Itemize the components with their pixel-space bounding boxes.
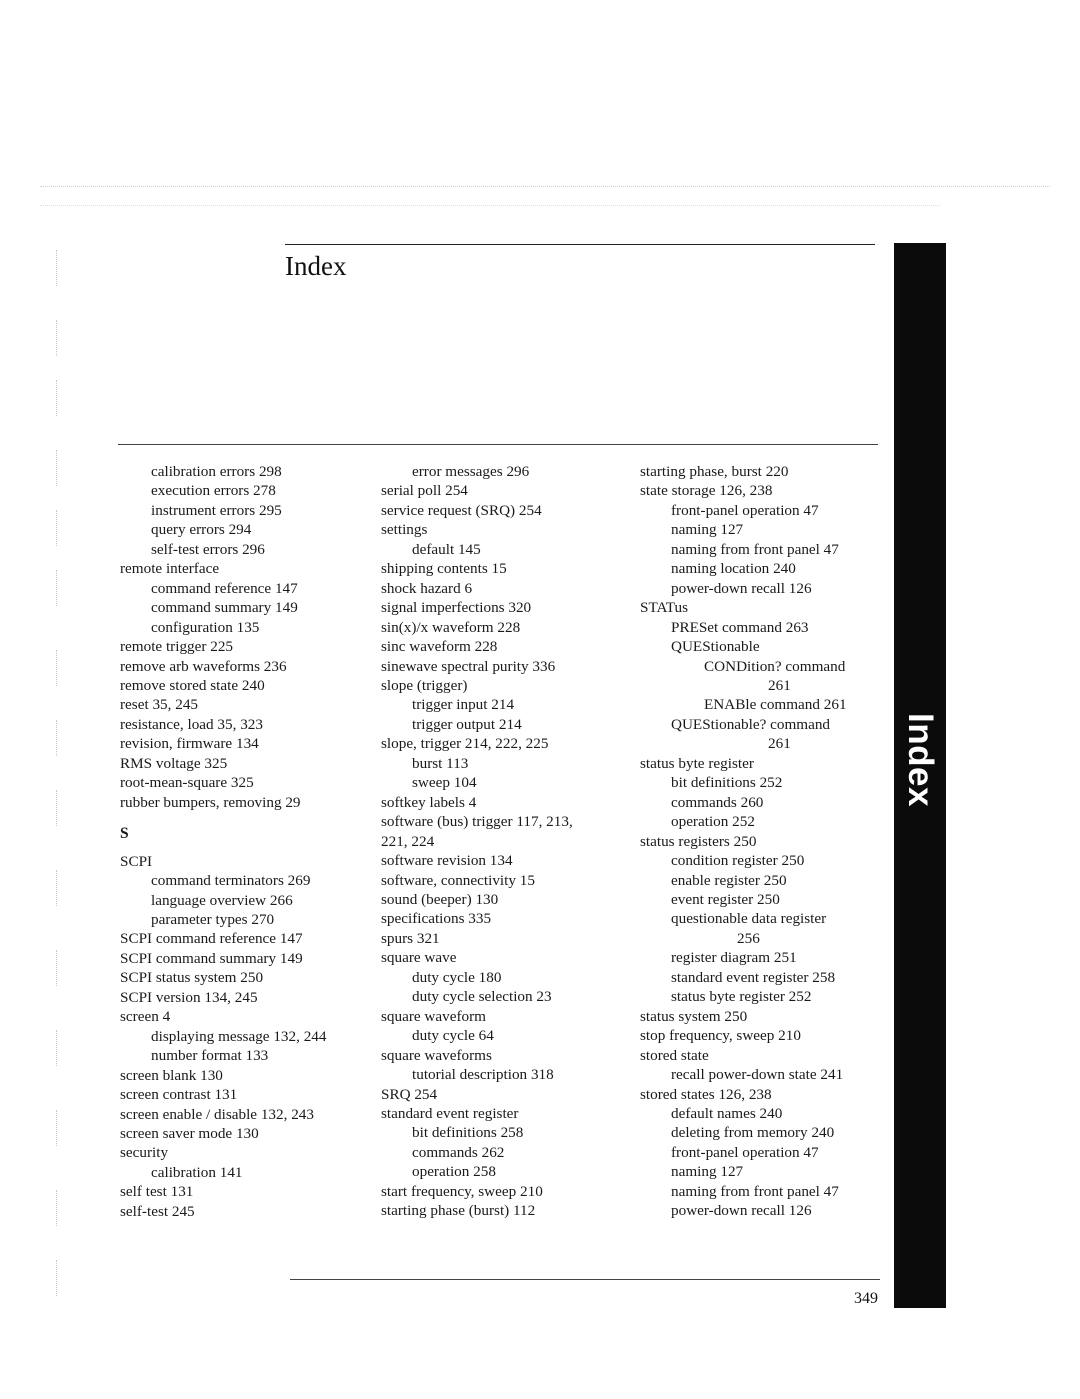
- index-entry: square waveforms: [381, 1046, 492, 1064]
- index-subentry: recall power-down state 241: [671, 1066, 844, 1084]
- index-subentry: parameter types 270: [151, 910, 275, 928]
- index-entry: starting phase (burst) 112: [381, 1202, 536, 1220]
- section-rule: [118, 444, 878, 445]
- index-subentry: query errors 294: [151, 521, 252, 539]
- index-subentry: calibration 141: [151, 1163, 243, 1181]
- index-entry: SCPI status system 250: [120, 969, 264, 987]
- index-subentry: trigger output 214: [412, 715, 522, 733]
- index-subentry: questionable data register: [671, 910, 827, 928]
- scan-artifact-line: [40, 205, 940, 207]
- index-subentry: commands 260: [671, 793, 764, 811]
- index-entry: software (bus) trigger 117, 213,: [381, 813, 573, 831]
- index-subentry: language overview 266: [151, 891, 293, 909]
- scan-artifact-line: [40, 186, 1050, 188]
- index-entry: settings: [381, 521, 428, 539]
- index-entry: remove arb waveforms 236: [120, 657, 287, 675]
- index-subentry: operation 258: [412, 1163, 496, 1181]
- index-entry: security: [120, 1144, 169, 1162]
- index-subentry: power-down recall 126: [671, 579, 812, 597]
- index-subentry: event register 250: [671, 890, 780, 908]
- index-entry: SCPI command summary 149: [120, 949, 303, 967]
- index-entry: slope, trigger 214, 222, 225: [381, 735, 549, 753]
- index-subentry: error messages 296: [412, 463, 530, 480]
- index-subentry: duty cycle 64: [412, 1027, 494, 1045]
- index-subentry: CONDition? command: [704, 657, 846, 675]
- index-entry: softkey labels 4: [381, 793, 477, 811]
- index-subentry: status byte register 252: [671, 988, 812, 1006]
- index-entry: self-test 245: [120, 1202, 195, 1220]
- index-subentry: duty cycle selection 23: [412, 988, 552, 1006]
- index-entry: SCPI command reference 147: [120, 930, 303, 948]
- index-entry: self test 131: [120, 1183, 194, 1201]
- index-entry: SCPI: [120, 852, 153, 870]
- index-subentry: instrument errors 295: [151, 501, 282, 519]
- index-entry: slope (trigger): [381, 676, 468, 694]
- index-entry: STATus: [640, 599, 689, 617]
- index-entry: root-mean-square 325: [120, 774, 254, 792]
- index-entry: shipping contents 15: [381, 560, 507, 578]
- index-entry: shock hazard 6: [381, 579, 473, 597]
- binding-hole-marks: [38, 250, 62, 1330]
- index-subentry: condition register 250: [671, 852, 805, 870]
- index-entry: stop frequency, sweep 210: [640, 1027, 801, 1045]
- index-entry: software, connectivity 15: [381, 871, 535, 889]
- index-entry: remote trigger 225: [120, 638, 234, 656]
- index-entry-continuation: 261: [768, 676, 791, 694]
- index-subentry: tutorial description 318: [412, 1066, 554, 1084]
- index-entry: standard event register: [381, 1104, 519, 1122]
- index-column-3: [640, 462, 880, 1221]
- index-entry: screen enable / disable 132, 243: [120, 1105, 314, 1123]
- index-entry: 221, 224: [381, 832, 435, 850]
- index-subentry: command terminators 269: [151, 872, 311, 890]
- index-subentry: command reference 147: [151, 579, 298, 597]
- index-subentry: sweep 104: [412, 774, 477, 792]
- index-entry: status system 250: [640, 1007, 748, 1025]
- index-entry: start frequency, sweep 210: [381, 1182, 543, 1200]
- index-entry: revision, firmware 134: [120, 735, 259, 753]
- index-entry: service request (SRQ) 254: [381, 501, 542, 519]
- index-subentry: deleting from memory 240: [671, 1124, 835, 1142]
- index-entry: status byte register: [640, 754, 754, 772]
- index-column-2: [381, 462, 636, 1221]
- index-subentry: command summary 149: [151, 599, 298, 617]
- index-entry: sinewave spectral purity 336: [381, 657, 556, 675]
- index-entry: screen 4: [120, 1008, 171, 1026]
- thumb-index-label: Index: [901, 713, 940, 807]
- index-subentry: naming from front panel 47: [671, 540, 839, 558]
- index-subentry: trigger input 214: [412, 696, 515, 714]
- index-subentry: naming location 240: [671, 560, 796, 578]
- index-entry: SRQ 254: [381, 1085, 438, 1103]
- index-subentry: naming from front panel 47: [671, 1182, 839, 1200]
- index-entry: status registers 250: [640, 832, 757, 850]
- index-subentry: naming 127: [671, 1163, 744, 1181]
- index-subentry: ENABle command 261: [704, 696, 847, 714]
- index-subentry: number format 133: [151, 1047, 269, 1065]
- index-subentry: calibration errors 298: [151, 463, 282, 480]
- index-subentry: default 145: [412, 540, 481, 558]
- index-subentry: default names 240: [671, 1104, 783, 1122]
- index-subentry: power-down recall 126: [671, 1202, 812, 1220]
- index-entry: resistance, load 35, 323: [120, 715, 263, 733]
- index-entry: remove stored state 240: [120, 676, 265, 694]
- index-entry: sin(x)/x waveform 228: [381, 618, 521, 636]
- index-subentry: self-test errors 296: [151, 540, 265, 558]
- index-entry: rubber bumpers, removing 29: [120, 793, 301, 811]
- index-subentry: standard event register 258: [671, 968, 836, 986]
- index-subentry: commands 262: [412, 1143, 505, 1161]
- index-subentry: enable register 250: [671, 871, 787, 889]
- page-number: 349: [854, 1290, 878, 1307]
- index-entry: RMS voltage 325: [120, 754, 228, 772]
- index-entry: screen blank 130: [120, 1066, 223, 1084]
- index-entry: sinc waveform 228: [381, 638, 498, 656]
- index-subentry: naming 127: [671, 521, 744, 539]
- index-subentry: front-panel operation 47: [671, 1143, 819, 1161]
- title-rule: [285, 244, 875, 245]
- index-entry: square waveform: [381, 1007, 486, 1025]
- index-letter-heading: S: [120, 825, 129, 843]
- index-subentry: configuration 135: [151, 618, 260, 636]
- index-subentry: QUEStionable: [671, 638, 760, 656]
- index-entry: square wave: [381, 949, 457, 967]
- index-subentry: register diagram 251: [671, 949, 797, 967]
- index-entry: reset 35, 245: [120, 696, 199, 714]
- index-subentry: execution errors 278: [151, 482, 276, 500]
- index-entry: state storage 126, 238: [640, 482, 773, 500]
- index-entry: spurs 321: [381, 929, 440, 947]
- index-column-1: [120, 462, 375, 1221]
- index-subentry: bit definitions 252: [671, 774, 783, 792]
- footer-rule: [290, 1279, 880, 1280]
- index-entry: screen saver mode 130: [120, 1124, 259, 1142]
- index-entry: remote interface: [120, 560, 220, 578]
- index-subentry: displaying message 132, 244: [151, 1027, 327, 1045]
- index-subentry: bit definitions 258: [412, 1124, 524, 1142]
- index-entry: serial poll 254: [381, 482, 468, 500]
- page-title: Index: [285, 251, 347, 281]
- index-entry: SCPI version 134, 245: [120, 988, 258, 1006]
- index-subentry: duty cycle 180: [412, 968, 502, 986]
- index-entry: stored states 126, 238: [640, 1085, 772, 1103]
- index-entry-continuation: 261: [768, 735, 791, 753]
- index-subentry: burst 113: [412, 754, 469, 772]
- index-entry-continuation: 256: [737, 929, 760, 947]
- index-subentry: front-panel operation 47: [671, 501, 819, 519]
- index-subentry: QUEStionable? command: [671, 715, 831, 733]
- index-subentry: operation 252: [671, 813, 755, 831]
- index-subentry: PRESet command 263: [671, 618, 809, 636]
- index-entry: starting phase, burst 220: [640, 463, 789, 480]
- index-entry: screen contrast 131: [120, 1086, 238, 1104]
- index-entry: sound (beeper) 130: [381, 890, 499, 908]
- index-entry: signal imperfections 320: [381, 599, 532, 617]
- index-entry: software revision 134: [381, 852, 513, 870]
- index-entry: specifications 335: [381, 910, 492, 928]
- index-entry: stored state: [640, 1046, 709, 1064]
